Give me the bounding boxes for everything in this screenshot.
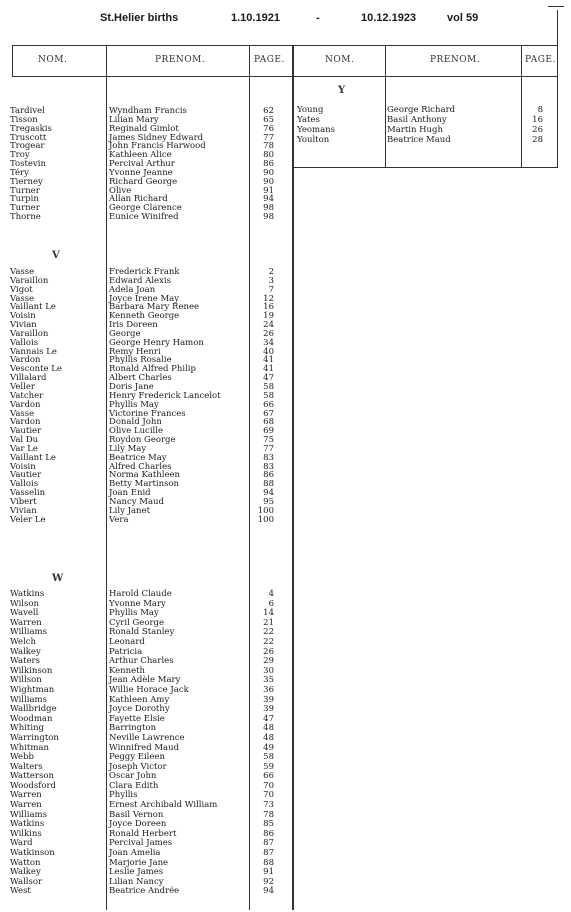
given-names-cell: Barbara Mary Renee [109, 302, 200, 313]
entry-row [10, 628, 290, 638]
surname-cell: Youlton [297, 135, 330, 145]
surname-cell: Wightman [10, 684, 55, 695]
page-number-cell: 7 [268, 284, 274, 295]
page-number-cell: 58 [263, 381, 274, 392]
given-names-cell: Basil Anthony [387, 115, 447, 125]
entry-row [10, 213, 290, 222]
surname-cell: Vaillant Le [10, 452, 56, 463]
given-names-cell: Willie Horace Jack [109, 684, 189, 695]
page-number-cell: 41 [263, 364, 274, 375]
left-header-rule [12, 76, 292, 77]
given-names-cell: Marjorie Jane [109, 857, 169, 868]
document-header [0, 12, 571, 30]
surname-cell: Trogear [10, 141, 45, 152]
surname-cell: Var Le [10, 443, 38, 454]
page-number-cell: 66 [263, 771, 274, 782]
surname-cell: Warren [10, 790, 42, 801]
surname-cell: Vautier [10, 470, 42, 481]
surname-cell: Wilkins [10, 828, 42, 839]
given-names-cell: Basil Vernon [109, 809, 164, 820]
surname-cell: Vasse [10, 408, 35, 419]
given-names-cell: Olive [109, 185, 132, 196]
page-number-cell: 40 [263, 346, 274, 357]
page-number-cell: 19 [263, 311, 274, 322]
page-number-cell: 4 [268, 589, 274, 599]
page-number-cell: 73 [263, 800, 274, 811]
surname-cell: Veller [10, 381, 35, 392]
left-outer-rule [12, 45, 13, 77]
page-number-cell: 65 [263, 114, 274, 125]
page-number-cell: 28 [532, 135, 543, 145]
surname-cell: Troy [10, 150, 30, 161]
page-number-cell: 35 [263, 675, 274, 686]
surname-cell: Wilkinson [10, 665, 53, 676]
section-letter-w: W [52, 573, 64, 584]
page-number-cell: 68 [263, 417, 274, 428]
surname-cell: Willson [10, 675, 42, 686]
entry-row [10, 638, 290, 648]
page-number-cell: 66 [263, 399, 274, 410]
given-names-cell: Leslie James [109, 867, 164, 878]
page-number-cell: 26 [532, 125, 543, 135]
entry-row [10, 887, 290, 897]
page-number-cell: 16 [263, 302, 274, 313]
given-names-cell: Ronald Herbert [109, 828, 177, 839]
entry-row [297, 125, 553, 135]
surname-cell: Vardon [10, 399, 41, 410]
page-number-cell: 87 [263, 848, 274, 859]
given-names-cell: George Richard [387, 105, 456, 115]
page-number-cell: 98 [263, 212, 274, 223]
given-names-cell: Percival Arthur [109, 159, 175, 170]
given-names-cell: Iris Doreen [109, 320, 158, 331]
given-names-cell: Eunice Winifred [109, 212, 179, 223]
surname-cell: West [10, 886, 31, 897]
register-title: St.Helier births [100, 12, 179, 24]
given-names-cell: Barrington [109, 723, 157, 734]
surname-cell: Wilson [10, 598, 39, 609]
given-names-cell: Olive Lucille [109, 426, 164, 437]
surname-cell: Warrington [10, 732, 59, 743]
page-number-cell: 59 [263, 761, 274, 772]
given-names-cell: Beatrice Maud [387, 135, 451, 145]
page-number-cell: 36 [263, 684, 274, 695]
surname-cell: Vardon [10, 417, 41, 428]
surname-cell: Tregaskis [10, 123, 52, 134]
given-names-cell: Adela Joan [109, 284, 156, 295]
page-number-cell: 85 [263, 819, 274, 830]
date-separator: - [316, 12, 320, 24]
given-names-cell: Remy Henri [109, 346, 161, 357]
given-names-cell: Kathleen Alice [109, 150, 172, 161]
given-names-cell: George Henry Hamon [109, 337, 204, 348]
given-names-cell: Neville Lawrence [109, 732, 185, 743]
entry-row [10, 657, 290, 667]
surname-cell: Varaillon [10, 275, 49, 286]
page-number-cell: 77 [263, 443, 274, 454]
surname-cell: Wallbridge [10, 704, 57, 715]
page-number-cell: 67 [263, 408, 274, 419]
page-number-cell: 90 [263, 167, 274, 178]
surname-cell: Whiting [10, 723, 44, 734]
surname-cell: Turpin [10, 194, 39, 205]
given-names-cell: Lilian Mary [109, 114, 159, 125]
entry-row [297, 135, 553, 145]
surname-cell: Woodman [10, 713, 53, 724]
surname-cell: Yates [297, 115, 320, 125]
entry-row [10, 436, 290, 445]
given-names-cell: Frederick Frank [109, 267, 180, 277]
given-names-cell: Betty Martinson [109, 479, 180, 490]
surname-cell: Watton [10, 857, 41, 868]
surname-cell: Welch [10, 636, 37, 647]
surname-cell: Vautier [10, 426, 42, 437]
given-names-cell: Alfred Charles [109, 461, 172, 472]
page-number-cell: 91 [263, 867, 274, 878]
given-names-cell: Donald John [109, 417, 162, 428]
given-names-cell: Harold Claude [109, 589, 172, 599]
entry-row [297, 105, 553, 115]
surname-cell: Vallois [10, 479, 39, 490]
surname-cell: Téry [10, 167, 29, 178]
given-names-cell: John Francis Harwood [109, 141, 206, 152]
surname-cell: Tierney [10, 176, 43, 187]
surname-cell: Voisin [10, 461, 36, 472]
surname-cell: Williams [10, 627, 47, 638]
t-entries-list [10, 107, 290, 222]
page-number-cell: 95 [263, 496, 274, 507]
given-names-cell: Phyllis May [109, 608, 159, 619]
right-header-rule [294, 76, 558, 77]
surname-cell: Vardon [10, 355, 41, 366]
given-names-cell: Yvonne Mary [109, 598, 166, 609]
corner-mark [548, 6, 564, 7]
surname-cell: Vasse [10, 267, 35, 277]
given-names-cell: Martin Hugh [387, 125, 443, 135]
given-names-cell: Joseph Victor [109, 761, 167, 772]
page-number-cell: 58 [263, 752, 274, 763]
surname-cell: Veler Le [10, 514, 46, 525]
surname-cell: Vigot [10, 284, 33, 295]
surname-cell: Val Du [10, 435, 39, 446]
given-names-cell: George [109, 328, 141, 339]
given-names-cell: Nancy Maud [109, 496, 164, 507]
surname-cell: Young [297, 105, 324, 115]
surname-cell: Wallsor [10, 876, 43, 887]
surname-cell: Warren [10, 617, 42, 628]
surname-cell: Watkins [10, 589, 45, 599]
page-number-cell: 70 [263, 790, 274, 801]
w-entries-list [10, 590, 290, 897]
page-number-cell: 70 [263, 780, 274, 791]
section-letter-v: V [52, 250, 60, 261]
given-names-cell: Percival James [109, 838, 173, 849]
left-prenom-header: PRENOM. [155, 55, 206, 65]
page-number-cell: 47 [263, 713, 274, 724]
page-number-cell: 39 [263, 704, 274, 715]
entry-row [10, 782, 290, 792]
surname-cell: Vibert [10, 496, 37, 507]
given-names-cell: Ronald Alfred Philip [109, 364, 196, 375]
page-number-cell: 47 [263, 373, 274, 384]
right-table-top-rule [294, 45, 558, 46]
page-number-cell: 22 [263, 636, 274, 647]
page-number-cell: 58 [263, 390, 274, 401]
page-number-cell: 26 [263, 646, 274, 657]
given-names-cell: Cyril George [109, 617, 164, 628]
given-names-cell: James Sidney Edward [109, 132, 204, 143]
surname-cell: Whitman [10, 742, 49, 753]
surname-cell: Watkins [10, 819, 45, 830]
given-names-cell: Yvonne Jeanne [109, 167, 173, 178]
given-names-cell: Clara Edith [109, 780, 159, 791]
page-number-cell: 21 [263, 617, 274, 628]
surname-cell: Voisin [10, 311, 36, 322]
entry-row [297, 115, 553, 125]
given-names-cell: Lilian Nancy [109, 876, 164, 887]
page-number-cell: 76 [263, 123, 274, 134]
given-names-cell: Roydon George [109, 435, 176, 446]
section-letter-y: Y [338, 85, 346, 96]
surname-cell: Webb [10, 752, 34, 763]
surname-cell: Wavell [10, 608, 39, 619]
given-names-cell: Kathleen Amy [109, 694, 170, 705]
page-number-cell: 6 [268, 598, 274, 609]
surname-cell: Vallois [10, 337, 39, 348]
page-number-cell: 30 [263, 665, 274, 676]
left-page-header: PAGE. [254, 55, 285, 65]
page-number-cell: 14 [263, 608, 274, 619]
y-entries-list [297, 105, 553, 145]
surname-cell: Tardivel [10, 106, 45, 116]
given-names-cell: Kenneth [109, 665, 146, 676]
page-number-cell: 48 [263, 723, 274, 734]
surname-cell: Varaillon [10, 328, 49, 339]
left-nom-header: NOM. [38, 55, 68, 65]
surname-cell: Turner [10, 203, 40, 214]
page-number-cell: 69 [263, 426, 274, 437]
right-prenom-header: PRENOM. [430, 55, 481, 65]
page-number-cell: 39 [263, 694, 274, 705]
surname-cell: Thorne [10, 212, 41, 223]
page-number-cell: 80 [263, 150, 274, 161]
page-number-cell: 16 [532, 115, 543, 125]
surname-cell: Watterson [10, 771, 54, 782]
given-names-cell: Beatrice May [109, 452, 167, 463]
surname-cell: Ward [10, 838, 33, 849]
surname-cell: Vivian [10, 320, 37, 331]
entry-row [10, 321, 290, 330]
surname-cell: Vaillant Le [10, 302, 56, 313]
page-number-cell: 90 [263, 176, 274, 187]
given-names-cell: Arthur Charles [109, 656, 174, 667]
page-number-cell: 86 [263, 828, 274, 839]
given-names-cell: Phyllis Rosalie [109, 355, 172, 366]
given-names-cell: Phyllis [109, 790, 138, 801]
given-names-cell: Patricia [109, 646, 143, 657]
page-number-cell: 78 [263, 809, 274, 820]
page-number-cell: 94 [263, 886, 274, 897]
given-names-cell: Norma Kathleen [109, 470, 181, 481]
page-number-cell: 91 [263, 185, 274, 196]
right-nom-header: NOM. [325, 55, 355, 65]
page-number-cell: 26 [263, 328, 274, 339]
surname-cell: Warren [10, 800, 42, 811]
given-names-cell: Joan Amelia [109, 848, 161, 859]
date-to: 10.12.1923 [361, 12, 417, 24]
given-names-cell: Leonard [109, 636, 145, 647]
surname-cell: Walkey [10, 867, 41, 878]
v-entries-list [10, 268, 290, 524]
page-number-cell: 98 [263, 203, 274, 214]
page-number-cell: 62 [263, 106, 274, 116]
given-names-cell: Joyce Dorothy [109, 704, 170, 715]
entry-row [10, 516, 290, 525]
given-names-cell: Albert Charles [109, 373, 172, 384]
surname-cell: Vasse [10, 293, 35, 304]
surname-cell: Tostevin [10, 159, 46, 170]
surname-cell: Watkinson [10, 848, 55, 859]
surname-cell: Turner [10, 185, 40, 196]
surname-cell: Truscott [10, 132, 47, 143]
given-names-cell: Lily Janet [109, 505, 150, 516]
center-divider [292, 45, 294, 910]
page-number-cell: 94 [263, 194, 274, 205]
surname-cell: Woodsford [10, 780, 56, 791]
surname-cell: Villalard [10, 373, 47, 384]
given-names-cell: Joan Enid [109, 488, 151, 499]
given-names-cell: Edward Alexis [109, 275, 171, 286]
page-number-cell: 77 [263, 132, 274, 143]
page-number-cell: 87 [263, 838, 274, 849]
page-number-cell: 86 [263, 470, 274, 481]
entry-row [10, 507, 290, 516]
given-names-cell: Jean Adèle Mary [109, 675, 181, 686]
given-names-cell: Joyce Doreen [109, 819, 167, 830]
given-names-cell: Vera [109, 514, 129, 525]
surname-cell: Tisson [10, 114, 38, 125]
date-from: 1.10.1921 [231, 12, 280, 24]
page-number-cell: 29 [263, 656, 274, 667]
page-number-cell: 12 [263, 293, 274, 304]
surname-cell: Vesconte Le [10, 364, 62, 375]
surname-cell: Williams [10, 694, 47, 705]
page-number-cell: 22 [263, 627, 274, 638]
given-names-cell: Peggy Eileen [109, 752, 165, 763]
page-number-cell: 100 [257, 514, 274, 525]
entry-row [10, 178, 290, 187]
entry-row [10, 498, 290, 507]
surname-cell: Williams [10, 809, 47, 820]
page-number-cell: 49 [263, 742, 274, 753]
page-number-cell: 48 [263, 732, 274, 743]
surname-cell: Walkey [10, 646, 41, 657]
right-table-bottom-rule [294, 167, 558, 168]
page-number-cell: 88 [263, 857, 274, 868]
page-number-cell: 86 [263, 159, 274, 170]
page-number-cell: 41 [263, 355, 274, 366]
given-names-cell: Kenneth George [109, 311, 180, 322]
page-number-cell: 83 [263, 461, 274, 472]
left-table-top-rule [12, 45, 292, 46]
given-names-cell: Allan Richard [109, 194, 168, 205]
given-names-cell: Fayette Elsie [109, 713, 165, 724]
page-number-cell: 88 [263, 479, 274, 490]
given-names-cell: Victorine Frances [109, 408, 186, 419]
surname-cell: Vatcher [10, 390, 44, 401]
surname-cell: Yeomans [297, 125, 335, 135]
given-names-cell: Oscar John [109, 771, 157, 782]
surname-cell: Vasselin [10, 488, 46, 499]
page-number-cell: 94 [263, 488, 274, 499]
page-number-cell: 75 [263, 435, 274, 446]
given-names-cell: George Clarence [109, 203, 182, 214]
given-names-cell: Wyndham Francis [109, 106, 187, 116]
given-names-cell: Doris Jane [109, 381, 154, 392]
given-names-cell: Winnifred Maud [109, 742, 180, 753]
page-number-cell: 83 [263, 452, 274, 463]
page-number-cell: 3 [268, 275, 274, 286]
given-names-cell: Joyce Irene May [109, 293, 180, 304]
given-names-cell: Beatrice Andrée [109, 886, 180, 897]
given-names-cell: Reginald Gimlot [109, 123, 179, 134]
page-number-cell: 100 [257, 505, 274, 516]
given-names-cell: Ernest Archibald William [109, 800, 218, 811]
page-number-cell: 8 [537, 105, 543, 115]
given-names-cell: Richard George [109, 176, 178, 187]
surname-cell: Walters [10, 761, 43, 772]
surname-cell: Waters [10, 656, 40, 667]
given-names-cell: Ronald Stanley [109, 627, 175, 638]
volume-label: vol 59 [447, 12, 479, 24]
given-names-cell: Henry Frederick Lancelot [109, 390, 221, 401]
page-number-cell: 78 [263, 141, 274, 152]
page-number-cell: 92 [263, 876, 274, 887]
surname-cell: Vannais Le [10, 346, 57, 357]
page-number-cell: 24 [263, 320, 274, 331]
page-number-cell: 2 [268, 267, 274, 277]
right-page-header: PAGE. [525, 55, 556, 65]
right-outer-rule [557, 10, 558, 167]
page-number-cell: 34 [263, 337, 274, 348]
surname-cell: Vivian [10, 505, 37, 516]
given-names-cell: Phyllis May [109, 399, 159, 410]
given-names-cell: Lily May [109, 443, 147, 454]
